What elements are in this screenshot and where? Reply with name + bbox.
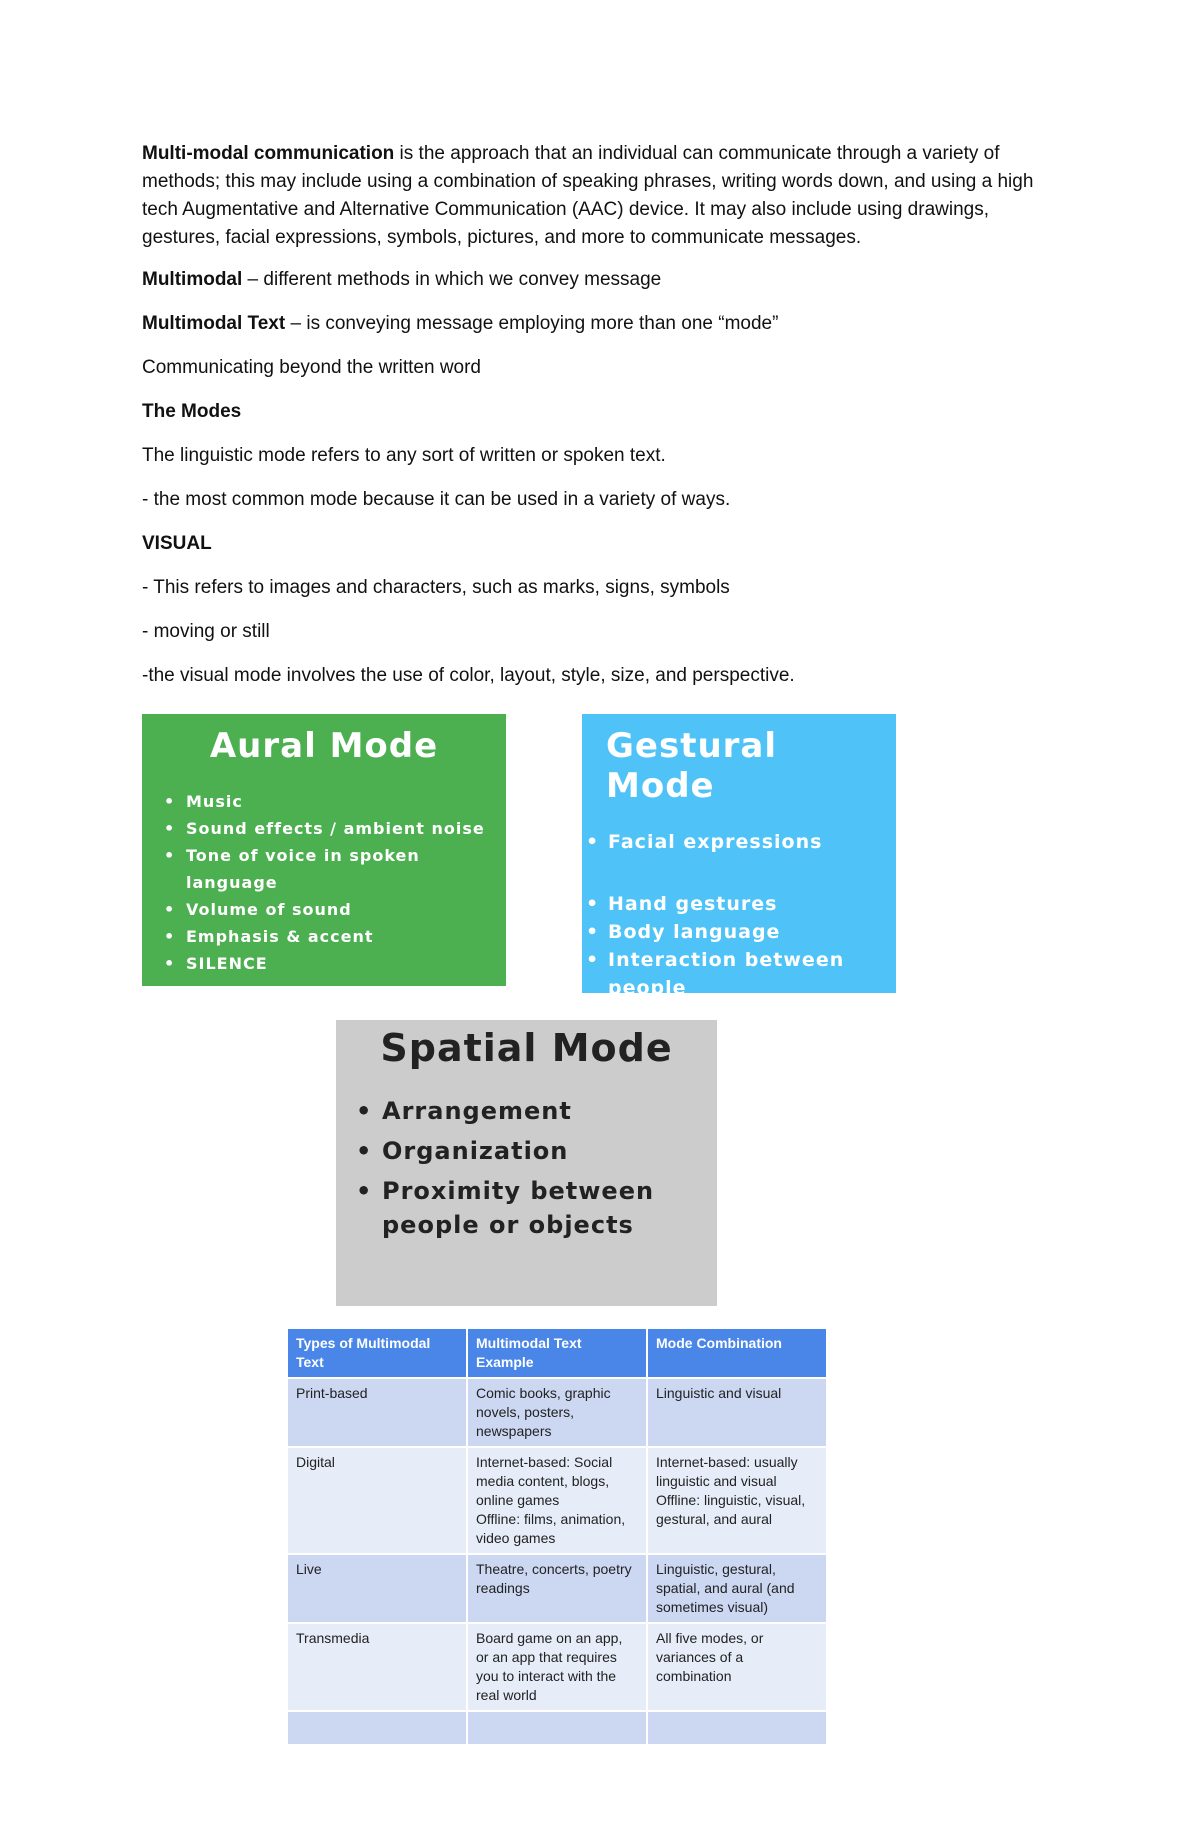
- table-row-empty: [287, 1711, 827, 1745]
- table-cell: Internet-based: usually linguistic and visual Offline: linguistic, visual, gestural, and aural: [647, 1447, 827, 1554]
- table-cell: Internet-based: Social media content, blogs, online games Offline: films, animation, video games: [467, 1447, 647, 1554]
- visual-line-1: - This refers to images and characters, such as marks, signs, symbols: [142, 577, 730, 598]
- spatial-mode-card: [336, 1020, 717, 1306]
- table-cell: Transmedia: [287, 1623, 467, 1711]
- visual-line-2: - moving or still: [142, 621, 270, 642]
- column-header: Mode Combination: [647, 1328, 827, 1378]
- aural-mode-card: [142, 714, 506, 986]
- list-item: • Sound effects / ambient noise: [186, 815, 506, 842]
- table-row: [287, 1623, 827, 1711]
- multimodal-text-definition: [142, 310, 1042, 338]
- multimodal-definition: [142, 266, 1042, 294]
- table-row: [287, 1447, 827, 1554]
- linguistic-line: The linguistic mode refers to any sort of written or spoken text.: [142, 445, 666, 466]
- table-row: [287, 1554, 827, 1623]
- table-row: [287, 1378, 827, 1447]
- intro-term: Multi-modal communication: [142, 143, 395, 164]
- modes-heading-text: The Modes: [142, 401, 242, 422]
- list-item: • Hand gestures: [608, 890, 896, 918]
- gestural-mode-list: [582, 828, 896, 1002]
- table-cell: All five modes, or variances of a combination: [647, 1623, 827, 1711]
- table-cell: Live: [287, 1554, 467, 1623]
- visual-line-3: -the visual mode involves the use of color, layout, style, size, and perspective.: [142, 665, 795, 686]
- table-cell: Theatre, concerts, poetry readings: [467, 1554, 647, 1623]
- list-item: • Emphasis & accent: [186, 923, 506, 950]
- list-item: • Volume of sound: [186, 896, 506, 923]
- multimodal-text-term: Multimodal Text: [142, 313, 286, 334]
- list-item: • Interaction between people: [608, 946, 896, 1002]
- list-item: • Facial expressions: [608, 828, 896, 856]
- table-cell: Digital: [287, 1447, 467, 1554]
- spatial-mode-title: Spatial Mode: [380, 1026, 673, 1070]
- list-item: • Tone of voice in spoken language: [186, 842, 506, 896]
- multimodal-types-table: [286, 1327, 828, 1746]
- list-item: • Arrangement: [382, 1094, 717, 1128]
- table-cell: Board game on an app, or an app that requires you to interact with the real world: [467, 1623, 647, 1711]
- document-body: [142, 140, 1042, 706]
- intro-body: is the approach that an individual can communicate through a variety of methods; this may include using a combination of speaking phrases, writing words down, and using a high tech Augmentative and Alternative Communication (AAC) device. It may also include using drawings, gestures, facial expressions, symbols, pictures, and more to communicate messages.: [142, 143, 1034, 248]
- list-item: • Proximity between people or objects: [382, 1174, 717, 1242]
- list-item: • Music: [186, 788, 506, 815]
- beyond-line: Communicating beyond the written word: [142, 357, 482, 378]
- gestural-mode-title: Gestural Mode: [606, 726, 778, 806]
- multimodal-text-def: – is conveying message employing more than one “mode”: [285, 313, 779, 334]
- intro-paragraph: [142, 140, 1042, 252]
- multimodal-def: – different methods in which we convey message: [242, 269, 662, 290]
- multimodal-term: Multimodal: [142, 269, 243, 290]
- column-header: Multimodal Text Example: [467, 1328, 647, 1378]
- visual-heading: [142, 530, 1042, 558]
- aural-mode-list: [142, 788, 506, 977]
- list-item: • Body language: [608, 918, 896, 946]
- visual-heading-text: VISUAL: [142, 533, 212, 554]
- spatial-mode-list: [336, 1094, 717, 1242]
- table-header-row: [287, 1328, 827, 1378]
- table-cell: Linguistic, gestural, spatial, and aural (and sometimes visual): [647, 1554, 827, 1623]
- gestural-mode-card: [582, 714, 896, 999]
- aural-mode-title: Aural Mode: [209, 726, 439, 766]
- linguistic-note: - the most common mode because it can be used in a variety of ways.: [142, 489, 731, 510]
- table-cell: [467, 1711, 647, 1745]
- table-cell: [647, 1711, 827, 1745]
- table-cell: Linguistic and visual: [647, 1378, 827, 1447]
- modes-heading: [142, 398, 1042, 426]
- table-cell: [287, 1711, 467, 1745]
- column-header: Types of Multimodal Text: [287, 1328, 467, 1378]
- table-cell: Comic books, graphic novels, posters, newspapers: [467, 1378, 647, 1447]
- table-cell: Print-based: [287, 1378, 467, 1447]
- list-item: • Organization: [382, 1134, 717, 1168]
- list-item: • SILENCE: [186, 950, 506, 977]
